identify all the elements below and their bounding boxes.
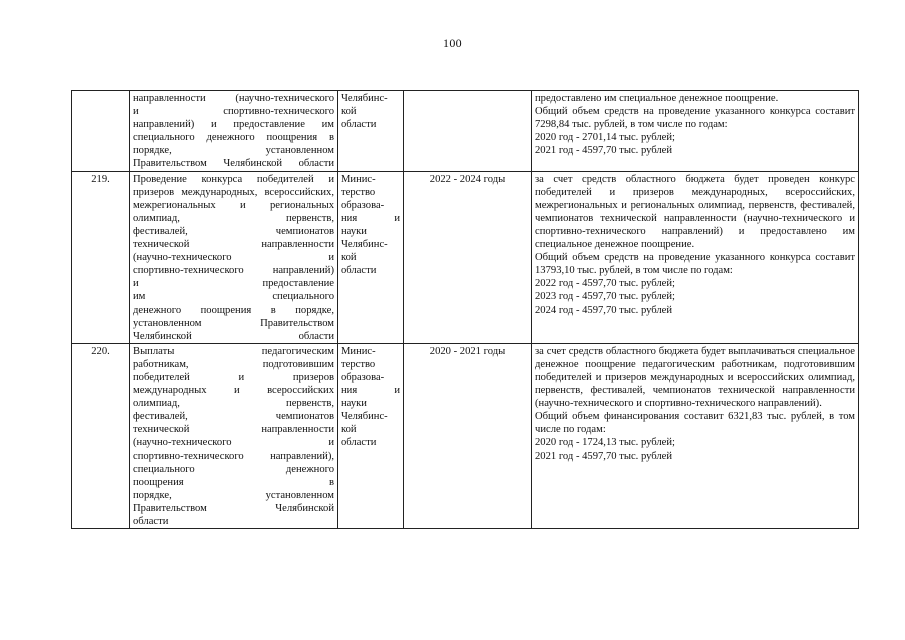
- implementation-period: 2020 - 2021 годы: [404, 343, 532, 528]
- table-row: [72, 91, 859, 172]
- executor: Минис- терство образова- ния и науки Челябинс- кой области: [338, 343, 404, 528]
- expected-result: предоставлено им специальное денежное поощрение. Общий объем средств на проведение указанного конкурса составит 7298,84 тыс. рублей, в том числе по годам: 2020 год - 2701,14 тыс. рублей; 2021 год - 4597,70 тыс. рублей: [532, 91, 859, 172]
- row-number: 219.: [72, 171, 130, 343]
- executor: Челябинс- кой области: [338, 91, 404, 172]
- measure-title: Выплаты педагогическим работникам, подготовившим победителей и призеров международных и всероссийских олимпиад, первенств, фестивалей, чемпионатов технической направленности (научно-технического и спортивно-технического направлений), специального денежного поощрения в порядке, установленном Правительством Челябинской области: [130, 343, 338, 528]
- measure-title: Проведение конкурса победителей и призеров международных, всероссийских, межрегиональных и региональных олимпиад, первенств, фестивалей, чемпионатов технической направленности (научно-технического и спортивно-технического направлений) и предоставление им специального денежного поощрения в порядке, установленном Правительством Челябинской области: [130, 171, 338, 343]
- executor: Минис- терство образова- ния и науки Челябинс- кой области: [338, 171, 404, 343]
- table-row: [72, 171, 859, 343]
- expected-result: за счет средств областного бюджета будет проведен конкурс победителей и призеров международных, всероссийских, межрегиональных и региональных олимпиад, первенств, фестивалей, чемпионатов технической направленности (научно-технического и спортивно-технического направлений) и предоставлено им специальное денежное поощрение. Общий объем средств на проведение указанного конкурса составит 13793,10 тыс. рублей, в том числе по годам: 2022 год - 4597,70 тыс. рублей; 2023 год - 4597,70 тыс. рублей; 2024 год - 4597,70 тыс. рублей: [532, 171, 859, 343]
- measure-title: направленности (научно-технического и спортивно-технического направлений) и предоставление им специального денежного поощрения в порядке, установленном Правительством Челябинской области: [130, 91, 338, 172]
- row-number: [72, 91, 130, 172]
- page-number: 100: [443, 36, 462, 50]
- implementation-period: 2022 - 2024 годы: [404, 171, 532, 343]
- implementation-period: [404, 91, 532, 172]
- expected-result: за счет средств областного бюджета будет выплачиваться специальное денежное поощрение педагогическим работникам, подготовившим победителей и призеров международных и всероссийских олимпиад, первенств, фестивалей, чемпионатов технической направленности (научно-технического и спортивно-технического направлений). Общий объем финансирования составит 6321,83 тыс. рублей, в том числе по годам: 2020 год - 1724,13 тыс. рублей; 2021 год - 4597,70 тыс. рублей: [532, 343, 859, 528]
- row-number: 220.: [72, 343, 130, 528]
- measures-table: [71, 90, 859, 529]
- table-row: [72, 343, 859, 528]
